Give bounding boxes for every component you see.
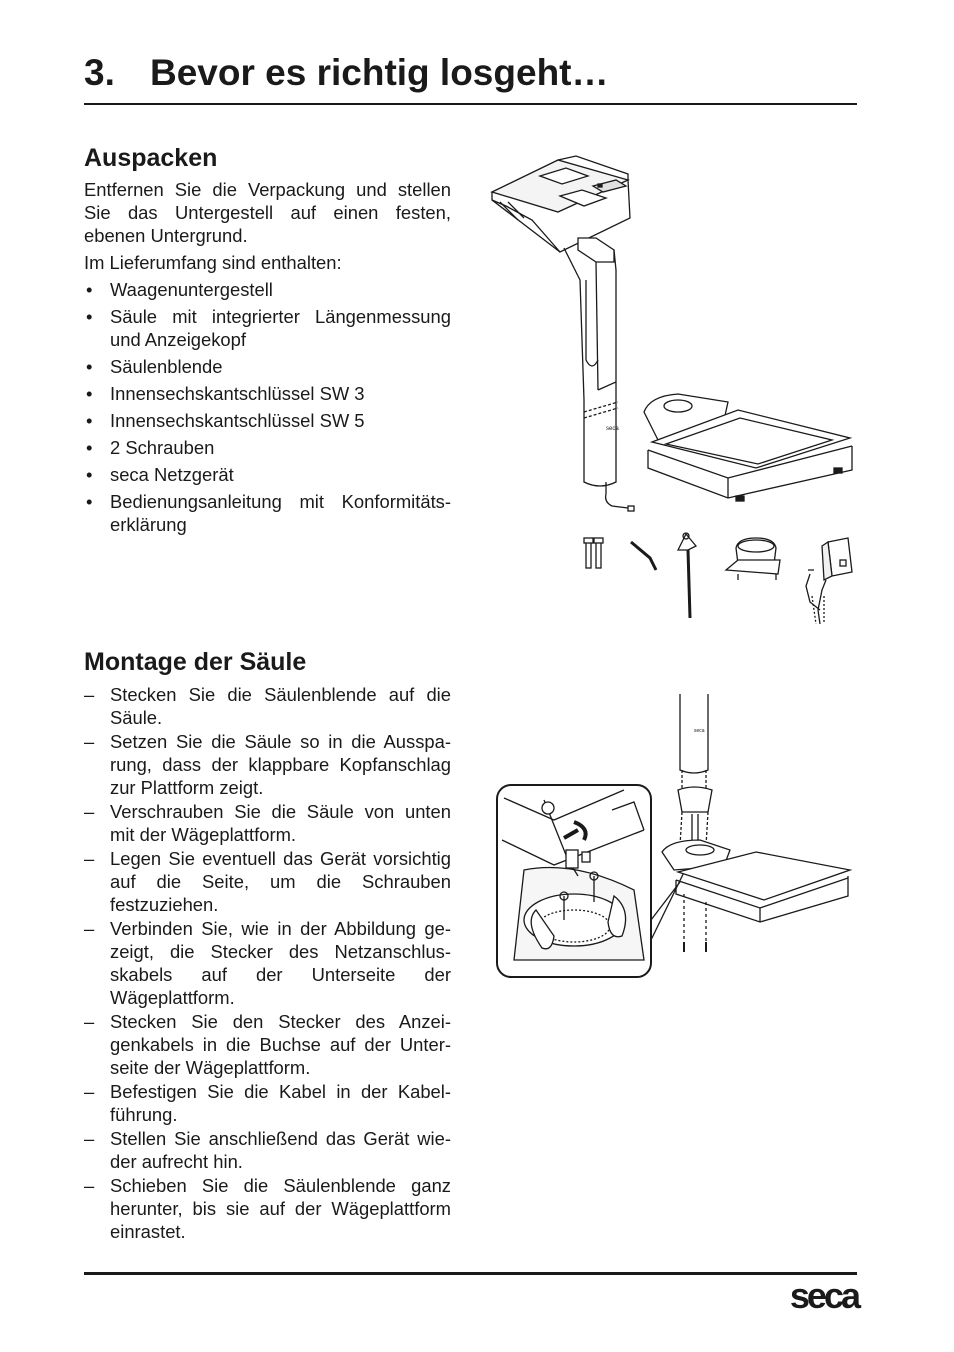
column-cover-drawing [726,538,780,580]
list-item: – Stellen Sie anschließend das Gerät wieder aufrecht hin. [84,1127,451,1173]
section-number: 3. [84,52,115,93]
screws-drawing [584,538,603,568]
seca-logo: seca [789,1275,858,1316]
scale-parts-illustration [488,150,863,630]
list-item: • seca Netzgerät [84,463,451,486]
unpacking-contents-label: Im Lieferumfang sind enthalten: [84,252,342,273]
platform-drawing [662,840,850,952]
title-divider [84,103,857,105]
unpacking-heading: Auspacken [84,144,218,172]
allen-keys-drawing [631,533,696,618]
list-item: – Legen Sie eventuell das Gerät vorsichtig auf die Seite, um die Schrauben festzuziehen. [84,847,451,916]
column-drawing [678,694,712,858]
list-item: – Verschrauben Sie die Säule von unten mit der Wägeplattform. [84,800,451,846]
list-item: – Befestigen Sie die Kabel in der Kabelführung. [84,1080,451,1126]
page-title [84,52,856,94]
contents-list [84,278,451,536]
unpacking-intro: Entfernen Sie die Verpackung und stellen Sie das Untergestell auf einen festen, ebenen Untergrund. [84,179,451,246]
list-item: • Innensechskantschlüssel SW 5 [84,409,451,432]
platform-base-drawing [644,394,852,501]
list-item: • Waagenuntergestell [84,278,451,301]
list-item: – Stecken Sie die Säulenblende auf die Säule. [84,683,451,729]
mounting-text [84,683,451,1244]
list-item: • Innensechskantschlüssel SW 3 [84,382,451,405]
list-item: – Verbinden Sie, wie in der Abbildung gezeigt, die Stecker des Netzanschlusskabels auf der Unterseite der Wägeplattform. [84,917,451,1009]
column-mounting-illustration [494,690,860,982]
list-item: • Säulenblende [84,355,451,378]
mounting-steps-list [84,683,451,1243]
figure-brand-label: seca [606,426,619,432]
power-supply-drawing [806,538,852,624]
display-head-drawing [492,156,634,511]
list-item: – Schieben Sie die Säulenblende ganz herunter, bis sie auf der Wägeplattform einrastet. [84,1174,451,1243]
list-item: • 2 Schrauben [84,436,451,459]
mounting-heading: Montage der Säule [84,648,307,676]
footer-divider [84,1272,857,1275]
list-item: – Setzen Sie die Säule so in die Aussparung, dass der klappbare Kopfanschlag zur Plattform zeigt. [84,730,451,799]
list-item: • Bedienungsanleitung mit Konformitätserklärung [84,490,451,536]
unpacking-text [84,178,451,540]
section-title: Bevor es richtig losgeht… [150,52,609,93]
underside-detail-inset [497,785,651,977]
list-item: • Säule mit integrierter Längenmessung und Anzeigekopf [84,305,451,351]
list-item: – Stecken Sie den Stecker des Anzeigenkabels in die Buchse auf der Unterseite der Wägeplattform. [84,1010,451,1079]
figure-brand-label: seca [694,728,705,734]
